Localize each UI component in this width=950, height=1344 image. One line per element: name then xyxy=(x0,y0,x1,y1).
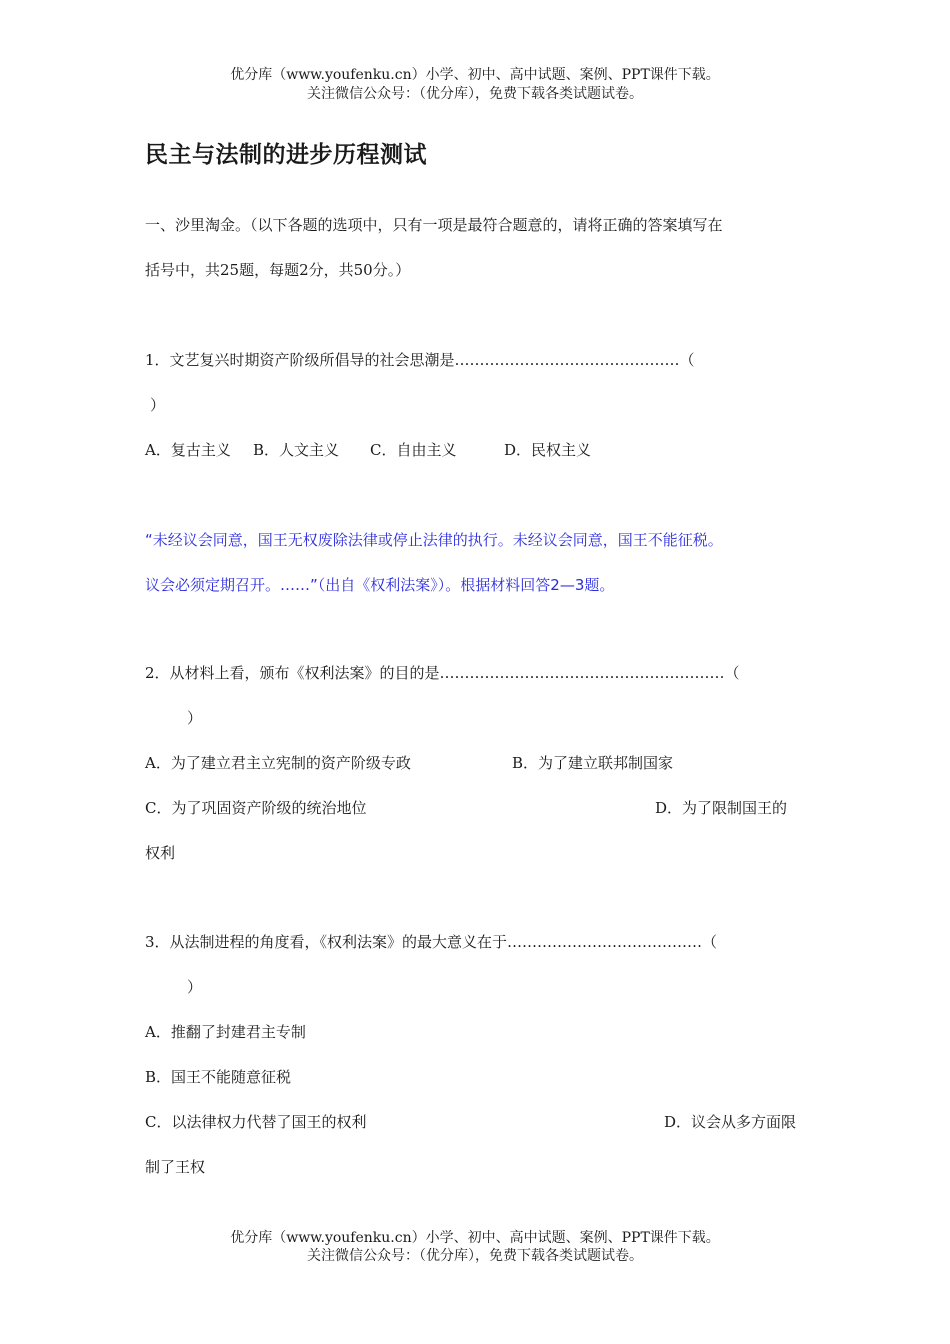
question-1-option-a: A．复古主义 xyxy=(145,441,231,459)
question-3-stem: 3．从法制进程的角度看，《权利法案》的最大意义在于…………………………………（ xyxy=(145,933,718,951)
question-2-option-b: B．为了建立联邦制国家 xyxy=(512,754,674,772)
page-title: 民主与法制的进步历程测试 xyxy=(145,142,427,168)
question-1-option-d: D．民权主义 xyxy=(504,441,592,459)
header-line-1: 优分库（www.youfenku.cn）小学、初中、高中试题、案例、PPT课件下载。 xyxy=(230,67,720,83)
header-line-2: 关注微信公众号：（优分库），免费下载各类试题试卷。 xyxy=(307,86,643,102)
question-2-option-a: A．为了建立君主立宪制的资产阶级专政 xyxy=(145,754,411,772)
section-intro-line-1: 一、沙里淘金。（以下各题的选项中，只有一项是最符合题意的，请将正确的答案填写在 xyxy=(145,216,723,234)
question-3-option-a: A．推翻了封建君主专制 xyxy=(145,1023,306,1041)
footer-line-1: 优分库（www.youfenku.cn）小学、初中、高中试题、案例、PPT课件下载。 xyxy=(230,1230,720,1246)
question-3-option-d-continued: 制了王权 xyxy=(145,1158,206,1176)
question-1-stem: 1．文艺复兴时期资产阶级所倡导的社会思潮是………………………………………（ xyxy=(145,351,695,369)
question-1-close-paren: ） xyxy=(150,396,166,414)
question-3-close-paren: ） xyxy=(187,978,203,996)
question-2-option-d: D．为了限制国王的 xyxy=(655,799,788,817)
question-3-option-c: C．以法律权力代替了国王的权利 xyxy=(145,1113,367,1131)
question-3-option-b: B．国王不能随意征税 xyxy=(145,1068,292,1086)
question-2-option-c: C．为了巩固资产阶级的统治地位 xyxy=(145,799,367,817)
material-line-2: 议会必须定期召开。……”（出自《权利法案》）。根据材料回答2—3题。 xyxy=(145,576,615,594)
question-3-option-d: D．议会从多方面限 xyxy=(664,1113,797,1131)
footer-line-2: 关注微信公众号：（优分库），免费下载各类试题试卷。 xyxy=(307,1248,643,1264)
question-2-stem: 2．从材料上看，颁布《权利法案》的目的是…………………………………………………（ xyxy=(145,664,740,682)
question-2-option-d-continued: 权利 xyxy=(145,844,176,862)
question-2-close-paren: ） xyxy=(187,709,203,727)
question-1-option-c: C．自由主义 xyxy=(370,441,457,459)
question-1-option-b: B．人文主义 xyxy=(253,441,340,459)
material-line-1: “未经议会同意，国王无权废除法律或停止法律的执行。未经议会同意，国王不能征税。 xyxy=(145,531,723,549)
section-intro-line-2: 括号中，共25题，每题2分，共50分。） xyxy=(145,261,411,279)
